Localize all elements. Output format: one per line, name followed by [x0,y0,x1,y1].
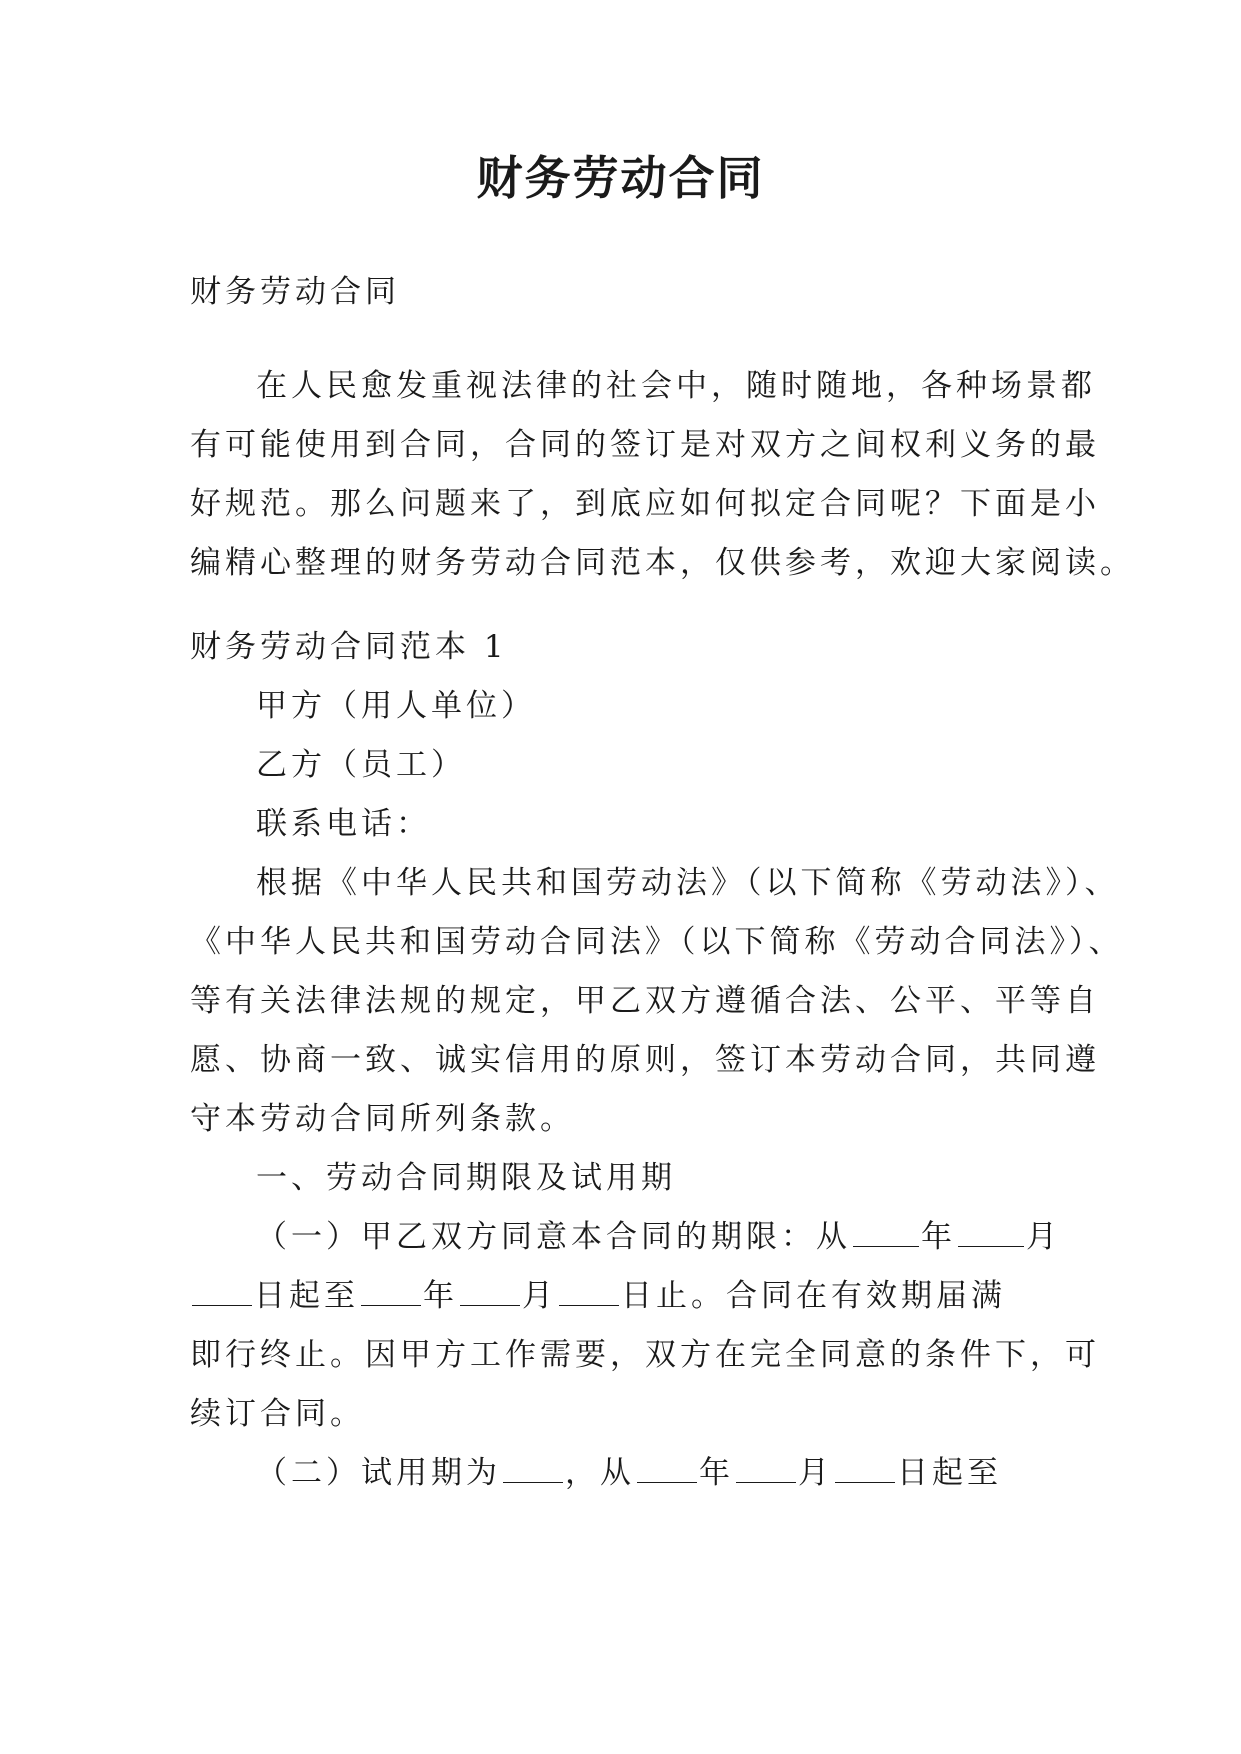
intro-line: 编精心整理的财务劳动合同范本，仅供参考，欢迎大家阅读。 [190,545,1135,581]
basis-line: 等有关法律法规的规定，甲乙双方遵循合法、公平、平等自 [190,983,1100,1019]
blank-field [192,1275,252,1306]
blank-field [853,1216,919,1247]
sample-heading: 财务劳动合同范本 1 [190,629,508,665]
clause1-line: 续订合同。 [190,1396,365,1432]
intro-line: 好规范。那么问题来了，到底应如何拟定合同呢？下面是小 [190,486,1100,522]
basis-line: 根据《中华人民共和国劳动法》（以下简称《劳动法》）、 [256,865,1120,901]
blank-field [361,1275,421,1306]
clause2-line: （二）试用期为 ，从 年 月 日起至 [190,1444,1090,1503]
document-subtitle: 财务劳动合同 [190,274,400,310]
section-heading: 一、劳动合同期限及试用期 [256,1160,676,1196]
basis-line: 《中华人民共和国劳动合同法》（以下简称《劳动合同法》）、 [190,924,1124,960]
clause1-line: 即行终止。因甲方工作需要，双方在完全同意的条件下，可 [190,1337,1100,1373]
intro-line: 在人民愈发重视法律的社会中，随时随地，各种场景都 [256,368,1096,404]
intro-line: 有可能使用到合同，合同的签订是对双方之间权利义务的最 [190,427,1100,463]
blank-field [835,1452,895,1483]
phone-line: 联系电话： [256,806,431,842]
intro-paragraph [190,357,1135,593]
blank-field [736,1452,796,1483]
blank-field [460,1275,520,1306]
document-title: 财务劳动合同 [476,151,765,205]
blank-field [503,1452,563,1483]
blank-field [559,1275,619,1306]
basis-line: 守本劳动合同所列条款。 [190,1101,575,1137]
clause1-line: 日起至 年 月 日止。合同在有效期届满 [190,1267,1090,1326]
contract-body [190,618,1124,1503]
basis-line: 愿、协商一致、诚实信用的原则，签订本劳动合同，共同遵 [190,1042,1100,1078]
blank-field [637,1452,697,1483]
party-b-line: 乙方（员工） [256,747,466,783]
party-a-line: 甲方（用人单位） [256,688,536,724]
clause1-line: （一）甲乙双方同意本合同的期限：从 年 月 [190,1208,1090,1267]
blank-field [958,1216,1024,1247]
